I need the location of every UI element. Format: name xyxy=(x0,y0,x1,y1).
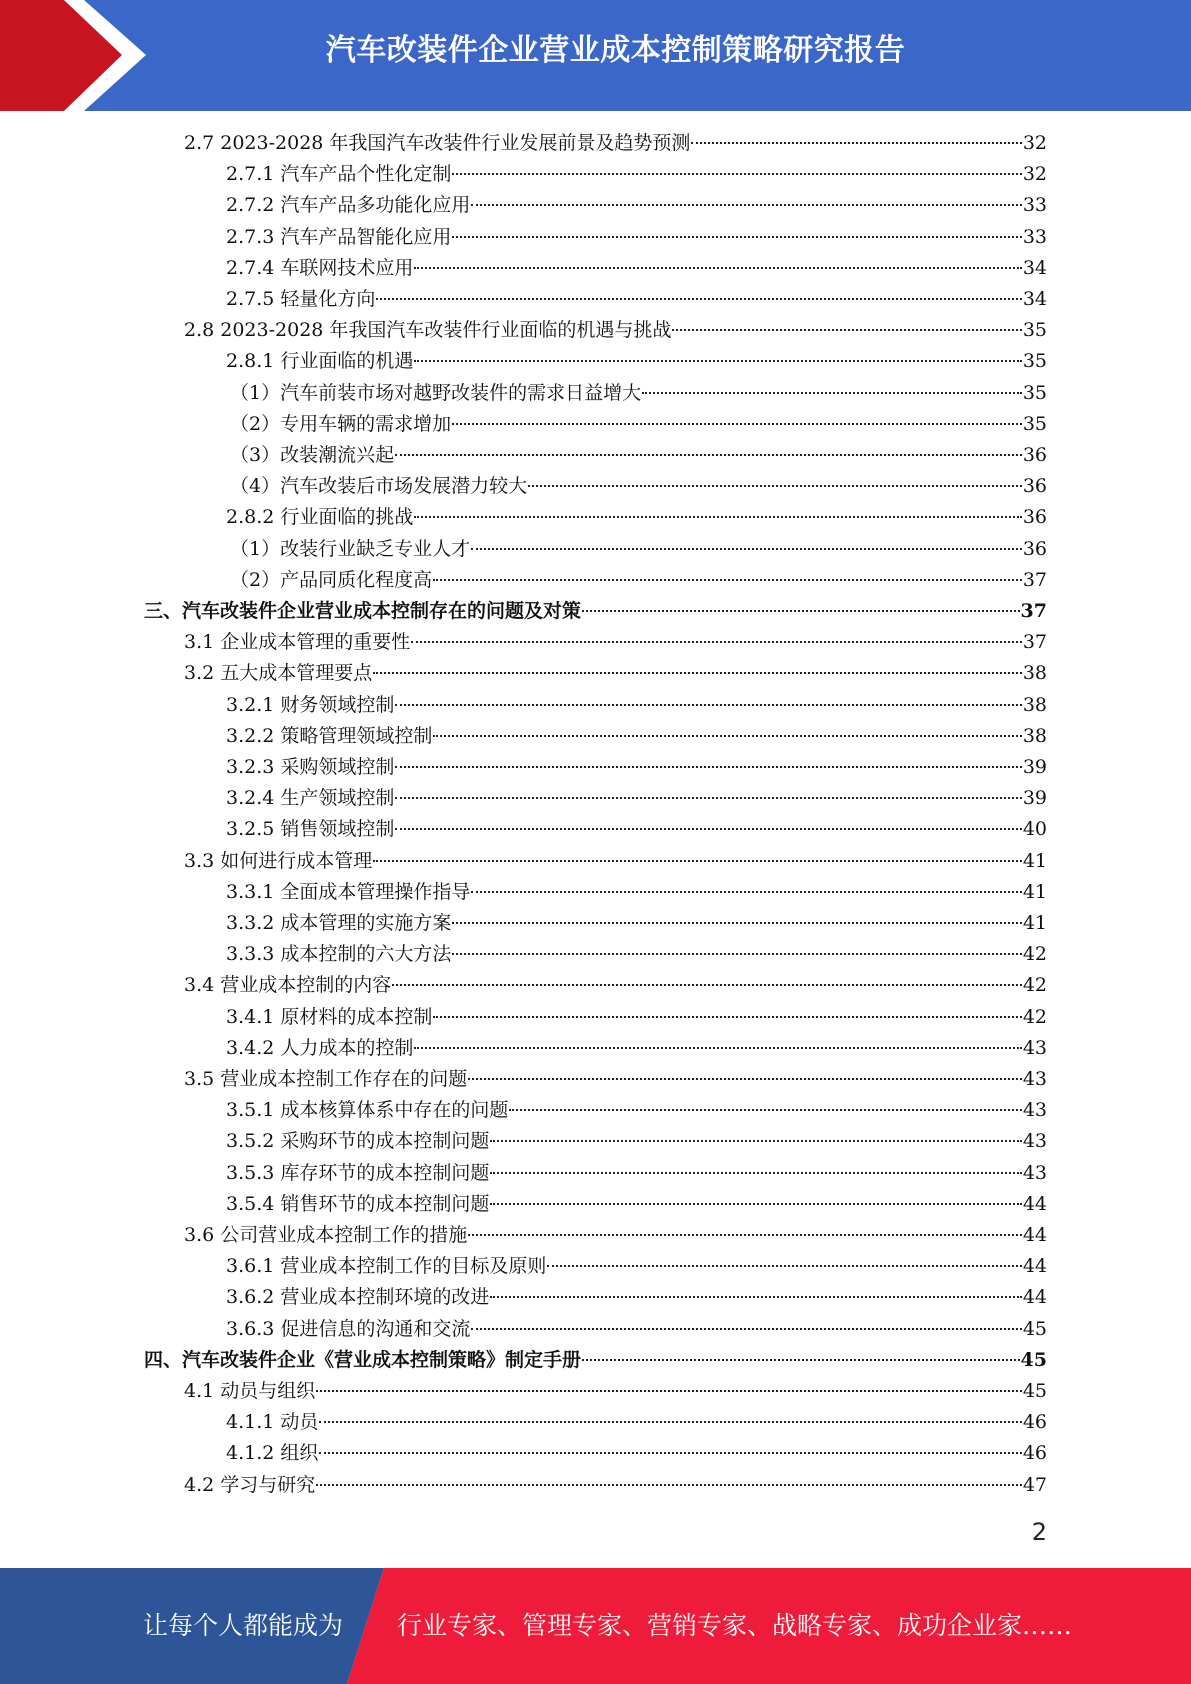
toc-dot-leader xyxy=(433,579,1022,581)
toc-dot-leader xyxy=(395,797,1021,799)
toc-dot-leader xyxy=(582,1359,1020,1361)
toc-dot-leader xyxy=(471,548,1022,550)
toc-entry-page: 34 xyxy=(1022,288,1047,310)
toc-entry-label: 3.4.1 原材料的成本控制 xyxy=(226,1005,433,1028)
toc-entry[interactable] xyxy=(226,690,1047,721)
toc-entry-label: 2.8 2023-2028 年我国汽车改装件行业面临的机遇与挑战 xyxy=(184,319,672,342)
toc-entry-page: 38 xyxy=(1022,724,1047,747)
toc-entry-page: 36 xyxy=(1022,537,1047,560)
toc-entry-page: 44 xyxy=(1022,1286,1047,1309)
toc-entry-page: 35 xyxy=(1022,412,1047,435)
toc-entry[interactable] xyxy=(230,565,1047,596)
toc-entry-page: 45 xyxy=(1020,1348,1047,1371)
toc-entry[interactable] xyxy=(226,1033,1047,1064)
toc-entry-page: 34 xyxy=(1022,256,1047,279)
toc-entry-label: 2.7.4 车联网技术应用 xyxy=(226,256,414,279)
page-number: 2 xyxy=(1031,1518,1047,1546)
toc-entry-page: 40 xyxy=(1022,818,1047,841)
toc-entry[interactable] xyxy=(226,814,1047,845)
toc-entry[interactable] xyxy=(226,253,1047,284)
toc-dot-leader xyxy=(433,1016,1021,1018)
toc-dot-leader xyxy=(691,142,1021,144)
toc-entry-page: 35 xyxy=(1022,381,1047,404)
toc-entry-label: 2.7.2 汽车产品多功能化应用 xyxy=(226,194,471,217)
toc-entry-label: 3.2.3 采购领域控制 xyxy=(226,756,395,778)
toc-entry-label: 3.2 五大成本管理要点 xyxy=(184,662,373,685)
toc-entry[interactable] xyxy=(144,1345,1047,1376)
toc-dot-leader xyxy=(452,173,1021,175)
toc-dot-leader xyxy=(411,641,1022,643)
toc-entry-label: 3.6.1 营业成本控制工作的目标及原则 xyxy=(226,1255,547,1278)
toc-dot-leader xyxy=(452,922,1021,924)
toc-entry[interactable] xyxy=(184,970,1047,1001)
toc-entry[interactable] xyxy=(226,346,1047,377)
toc-entry-label: 3.3.3 成本控制的六大方法 xyxy=(226,943,452,966)
toc-entry-label: （1）改装行业缺乏专业人才 xyxy=(230,537,471,560)
toc-entry-page: 45 xyxy=(1022,1380,1047,1402)
toc-entry[interactable] xyxy=(226,159,1047,190)
toc-entry[interactable] xyxy=(184,1376,1047,1407)
toc-entry[interactable] xyxy=(230,378,1047,409)
toc-entry[interactable] xyxy=(184,1470,1047,1501)
toc-entry-label: 4.1 动员与组织 xyxy=(184,1380,316,1402)
toc-entry-label: 2.7.1 汽车产品个性化定制 xyxy=(226,163,452,186)
toc-dot-leader xyxy=(471,204,1021,206)
toc-entry[interactable] xyxy=(230,440,1047,471)
toc-entry-label: 3.2.4 生产领域控制 xyxy=(226,787,395,810)
toc-entry[interactable] xyxy=(226,939,1047,970)
toc-entry-label: 3.2.2 策略管理领域控制 xyxy=(226,724,433,747)
toc-entry-page: 36 xyxy=(1022,444,1047,466)
toc-entry-page: 43 xyxy=(1022,1068,1047,1090)
toc-dot-leader xyxy=(414,1047,1021,1049)
toc-entry-label: 3.3.2 成本管理的实施方案 xyxy=(226,912,452,934)
toc-entry[interactable] xyxy=(226,1407,1047,1438)
toc-entry-page: 42 xyxy=(1022,974,1047,997)
toc-dot-leader xyxy=(414,516,1021,518)
toc-dot-leader xyxy=(319,1421,1021,1423)
toc-entry[interactable] xyxy=(226,1158,1047,1189)
toc-dot-leader xyxy=(509,1109,1021,1111)
toc-entry[interactable] xyxy=(230,471,1047,502)
toc-entry-page: 32 xyxy=(1022,132,1047,154)
toc-entry-label: 3.5.1 成本核算体系中存在的问题 xyxy=(226,1099,509,1122)
toc-entry[interactable] xyxy=(226,222,1047,253)
toc-dot-leader xyxy=(414,360,1021,362)
toc-entry-page: 33 xyxy=(1022,194,1047,217)
toc-dot-leader xyxy=(642,392,1022,394)
toc-entry-label: （2）专用车辆的需求增加 xyxy=(230,412,452,435)
toc-entry-label: （2）产品同质化程度高 xyxy=(230,568,433,591)
toc-entry-page: 42 xyxy=(1022,943,1047,966)
toc-entry[interactable] xyxy=(226,783,1047,814)
toc-entry-label: 四、汽车改装件企业《营业成本控制策略》制定手册 xyxy=(144,1348,582,1371)
toc-entry-label: 三、汽车改装件企业营业成本控制存在的问题及对策 xyxy=(144,600,582,622)
toc-dot-leader xyxy=(672,329,1021,331)
toc-entry-page: 36 xyxy=(1022,506,1047,529)
toc-entry[interactable] xyxy=(230,534,1047,565)
toc-dot-leader xyxy=(373,860,1022,862)
toc-entry[interactable] xyxy=(184,658,1047,689)
toc-dot-leader xyxy=(547,1265,1021,1267)
toc-dot-leader xyxy=(395,766,1021,768)
toc-dot-leader xyxy=(490,1140,1021,1142)
toc-entry-page: 44 xyxy=(1022,1224,1047,1246)
toc-entry-label: （4）汽车改装后市场发展潜力较大 xyxy=(230,475,528,498)
footer-slogan-left: 让每个人都能成为 xyxy=(143,1611,344,1640)
toc-entry-label: 3.2.1 财务领域控制 xyxy=(226,693,395,716)
toc-entry-page: 44 xyxy=(1022,1255,1047,1278)
toc-entry[interactable] xyxy=(226,1126,1047,1157)
toc-entry[interactable] xyxy=(226,1438,1047,1469)
toc-entry-page: 37 xyxy=(1022,631,1047,654)
toc-dot-leader xyxy=(471,1328,1021,1330)
toc-entry-page: 39 xyxy=(1022,756,1047,778)
toc-entry-page: 38 xyxy=(1022,662,1047,685)
toc-entry-label: 3.3.1 全面成本管理操作指导 xyxy=(226,880,471,903)
toc-entry-page: 41 xyxy=(1022,880,1047,903)
toc-entry-page: 33 xyxy=(1022,225,1047,248)
toc-dot-leader xyxy=(468,1078,1022,1080)
report-title: 汽车改装件企业营业成本控制策略研究报告 xyxy=(325,33,906,68)
toc-entry-page: 35 xyxy=(1022,350,1047,373)
toc-dot-leader xyxy=(316,1390,1022,1392)
toc-entry[interactable] xyxy=(184,128,1047,159)
toc-entry-label: 4.1.2 组织 xyxy=(226,1442,319,1465)
toc-entry-page: 47 xyxy=(1022,1473,1047,1496)
toc-dot-leader xyxy=(471,891,1021,893)
toc-dot-leader xyxy=(490,1172,1021,1174)
toc-entry-page: 44 xyxy=(1022,1192,1047,1215)
toc-entry[interactable] xyxy=(226,908,1047,939)
toc-entry-label: 4.2 学习与研究 xyxy=(184,1473,316,1496)
toc-dot-leader xyxy=(395,704,1021,706)
toc-dot-leader xyxy=(316,1484,1022,1486)
toc-entry-page: 43 xyxy=(1022,1099,1047,1122)
toc-dot-leader xyxy=(319,1452,1021,1454)
toc-entry[interactable] xyxy=(226,502,1047,533)
toc-entry-label: 3.3 如何进行成本管理 xyxy=(184,849,373,872)
toc-entry[interactable] xyxy=(226,1314,1047,1345)
toc-dot-leader xyxy=(392,984,1022,986)
toc-entry-page: 39 xyxy=(1022,787,1047,810)
toc-entry-label: 2.7.5 轻量化方向 xyxy=(226,288,376,310)
toc-entry-page: 37 xyxy=(1022,568,1047,591)
toc-dot-leader xyxy=(376,298,1021,300)
toc-entry-page: 43 xyxy=(1022,1036,1047,1059)
toc-entry-page: 45 xyxy=(1022,1317,1047,1340)
toc-entry-page: 46 xyxy=(1022,1411,1047,1434)
toc-entry-page: 36 xyxy=(1022,475,1047,498)
toc-dot-leader xyxy=(452,236,1021,238)
toc-entry-page: 46 xyxy=(1022,1442,1047,1465)
toc-entry[interactable] xyxy=(226,1251,1047,1282)
toc-entry-label: 2.8.1 行业面临的机遇 xyxy=(226,350,414,373)
toc-entry-page: 41 xyxy=(1022,912,1047,934)
toc-dot-leader xyxy=(395,828,1021,830)
toc-entry[interactable] xyxy=(230,409,1047,440)
toc-dot-leader xyxy=(490,1203,1021,1205)
toc-entry-page: 32 xyxy=(1022,163,1047,186)
toc-entry-page: 42 xyxy=(1022,1005,1047,1028)
toc-entry-page: 41 xyxy=(1022,849,1047,872)
toc-entry[interactable] xyxy=(226,1095,1047,1126)
toc-entry-label: 3.4 营业成本控制的内容 xyxy=(184,974,392,997)
toc-entry-label: 3.2.5 销售领域控制 xyxy=(226,818,395,841)
toc-dot-leader xyxy=(414,267,1021,269)
toc-entry-label: 3.6 公司营业成本控制工作的措施 xyxy=(184,1224,468,1246)
toc-dot-leader xyxy=(433,735,1021,737)
page-footer xyxy=(0,1568,1191,1684)
toc-entry[interactable] xyxy=(226,721,1047,752)
toc-entry-page: 35 xyxy=(1022,319,1047,342)
toc-entry[interactable] xyxy=(226,752,1047,783)
toc-dot-leader xyxy=(373,672,1022,674)
toc-entry-page: 38 xyxy=(1022,693,1047,716)
toc-entry[interactable] xyxy=(226,190,1047,221)
toc-entry-label: 3.5.3 库存环节的成本控制问题 xyxy=(226,1161,490,1184)
toc-entry[interactable] xyxy=(226,1282,1047,1313)
toc-entry-page: 43 xyxy=(1022,1161,1047,1184)
toc-dot-leader xyxy=(490,1296,1021,1298)
toc-entry[interactable] xyxy=(144,596,1047,627)
toc-entry-page: 37 xyxy=(1020,600,1047,622)
toc-entry-label: 4.1.1 动员 xyxy=(226,1411,319,1434)
toc-entry-label: （1）汽车前装市场对越野改装件的需求日益增大 xyxy=(230,381,642,404)
toc-dot-leader xyxy=(528,485,1022,487)
toc-dot-leader xyxy=(468,1234,1022,1236)
toc-entry[interactable] xyxy=(226,877,1047,908)
toc-entry[interactable] xyxy=(226,284,1047,315)
toc-entry[interactable] xyxy=(184,627,1047,658)
toc-entry[interactable] xyxy=(184,1220,1047,1251)
toc-entry-label: 3.6.3 促进信息的沟通和交流 xyxy=(226,1317,471,1340)
toc-entry-label: 3.4.2 人力成本的控制 xyxy=(226,1036,414,1059)
toc-entry-label: （3）改装潮流兴起 xyxy=(230,444,395,466)
toc-entry-label: 3.1 企业成本管理的重要性 xyxy=(184,631,411,654)
toc-dot-leader xyxy=(452,423,1022,425)
toc-dot-leader xyxy=(582,610,1020,612)
toc-entry[interactable] xyxy=(184,1064,1047,1095)
page-header xyxy=(0,0,1191,111)
toc-entry-label: 2.8.2 行业面临的挑战 xyxy=(226,506,414,529)
toc-entry-label: 3.6.2 营业成本控制环境的改进 xyxy=(226,1286,490,1309)
toc-entry-label: 3.5.2 采购环节的成本控制问题 xyxy=(226,1130,490,1153)
toc-dot-leader xyxy=(395,454,1022,456)
toc-entry-page: 43 xyxy=(1022,1130,1047,1153)
toc-dot-leader xyxy=(452,953,1021,955)
toc-entry-label: 3.5.4 销售环节的成本控制问题 xyxy=(226,1192,490,1215)
toc-entry-label: 2.7.3 汽车产品智能化应用 xyxy=(226,225,452,248)
toc-entry[interactable] xyxy=(184,846,1047,877)
toc-entry[interactable] xyxy=(184,315,1047,346)
toc-entry[interactable] xyxy=(226,1189,1047,1220)
footer-slogan-right: 行业专家、管理专家、营销专家、战略专家、成功企业家…… xyxy=(397,1611,1073,1640)
toc-entry-label: 3.5 营业成本控制工作存在的问题 xyxy=(184,1068,468,1090)
toc-entry[interactable] xyxy=(226,1002,1047,1033)
toc-entry-label: 2.7 2023-2028 年我国汽车改装件行业发展前景及趋势预测 xyxy=(184,132,691,154)
